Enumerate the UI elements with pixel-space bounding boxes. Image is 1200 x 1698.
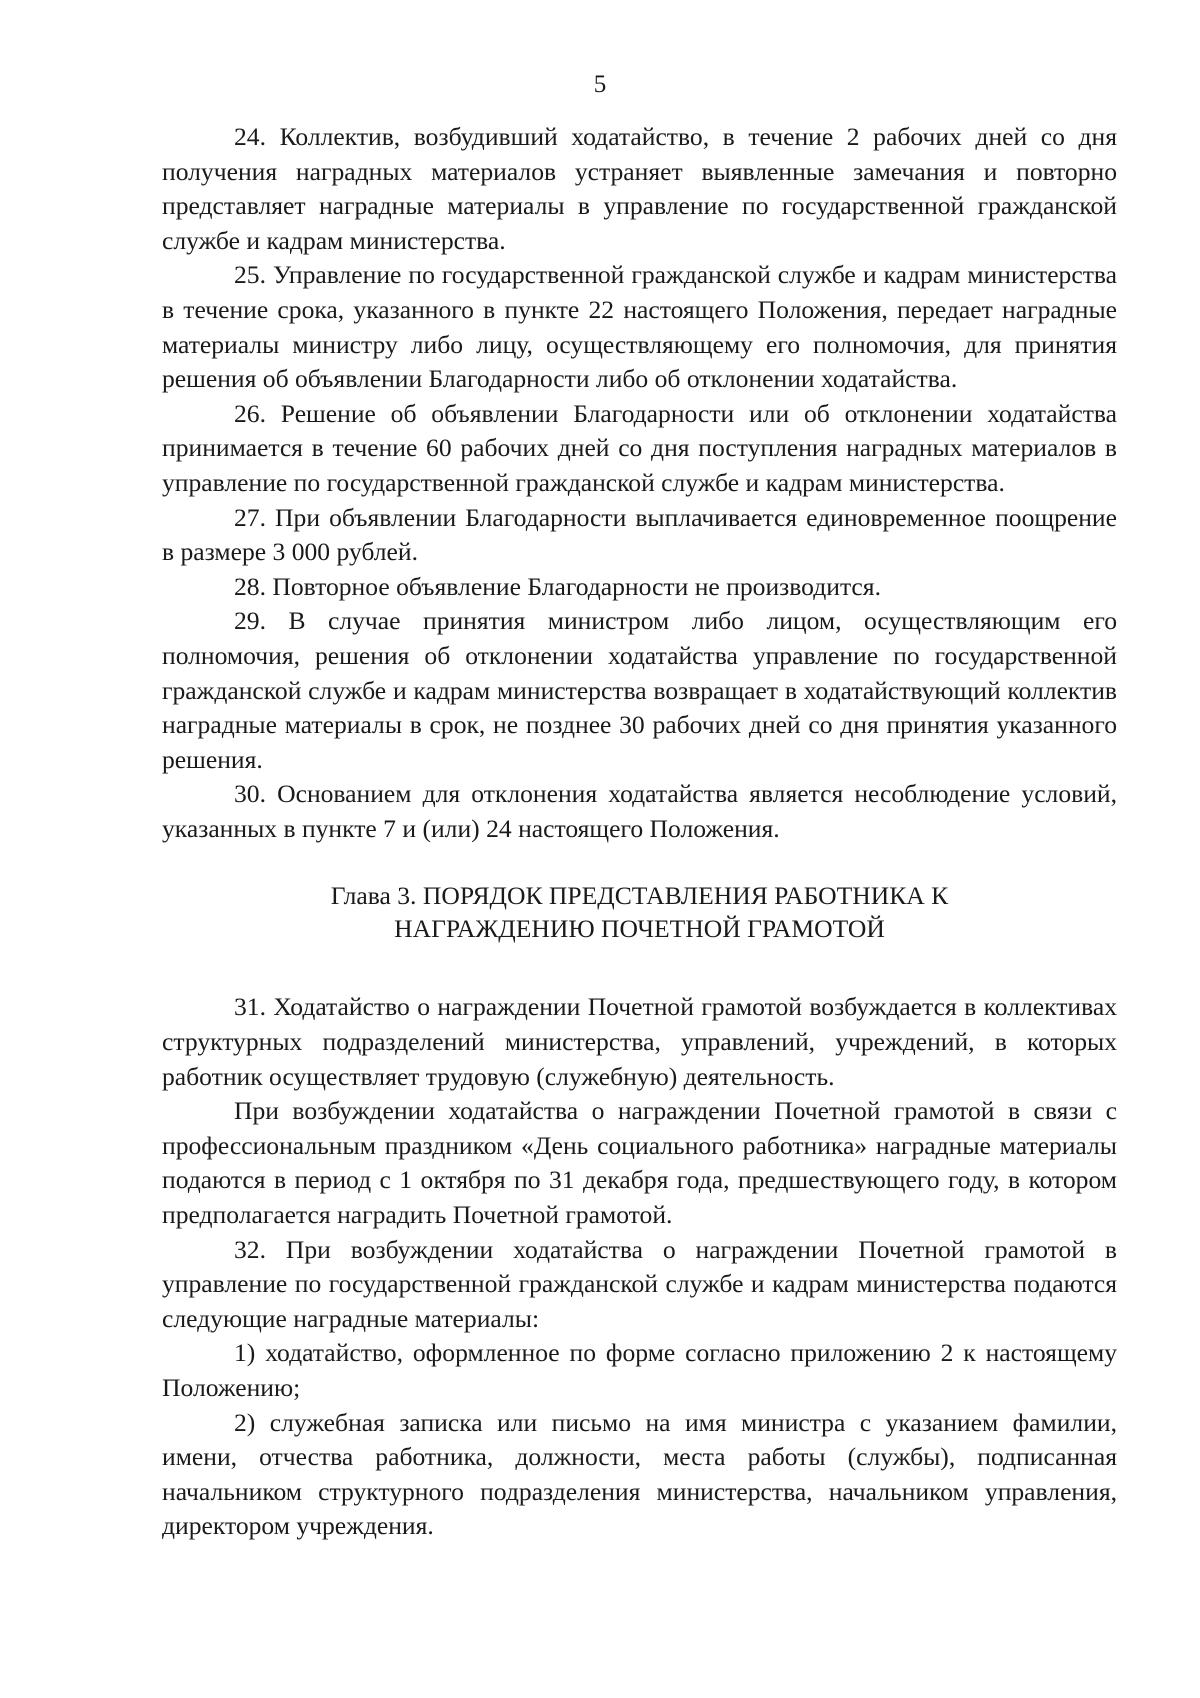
- paragraph-28: 28. Повторное объявление Благодарности не производится.: [234, 571, 881, 601]
- list-item-1: 1) ходатайство, оформленное по форме согласно приложению 2 к настоящему Положению;: [162, 1338, 1117, 1402]
- paragraph-31: 31. Ходатайство о награждении Почетной грамотой возбуждается в коллективах структурных подразделений министерства, управлений, учреждений, в которых работник осуществляет трудовую (служебную) деятельность.: [162, 992, 1117, 1091]
- paragraph-24: 24. Коллектив, возбудивший ходатайство, в течение 2 рабочих дней со дня получения наградных материалов устраняет выявленные замечания и повторно представляет наградные материалы в управление по государственной гражданской службе и кадрам министерства.: [162, 122, 1117, 255]
- chapter-heading: [162, 879, 1117, 945]
- chapter-heading-line-1: Глава 3. ПОРЯДОК ПРЕДСТАВЛЕНИЯ РАБОТНИКА К: [330, 881, 949, 911]
- document-body: [162, 120, 1117, 1544]
- paragraph-29: 29. В случае принятия министром либо лицом, осуществляющим его полномочия, решения об отклонении ходатайства управление по государственной гражданской службе и кадрам министерства возвращает в ходатайствующий коллектив наградные материалы в срок, не позднее 30 рабочих дней со дня принятия указанного решения.: [162, 606, 1117, 774]
- chapter-heading-line-2: НАГРАЖДЕНИЮ ПОЧЕТНОЙ ГРАМОТОЙ: [394, 914, 885, 944]
- paragraph-25: 25. Управление по государственной гражданской службе и кадрам министерства в течение срока, указанного в пункте 22 настоящего Положения, передает наградные материалы министру либо лицу, осуществляющему его полномочия, для принятия решения об объявлении Благодарности либо об отклонении ходатайства.: [162, 260, 1117, 394]
- list-item-2: 2) служебная записка или письмо на имя министра с указанием фамилии, имени, отчества работника, должности, места работы (службы), подписанная начальником структурного подразделения министерства, начальником управления, директором учреждения.: [162, 1407, 1117, 1541]
- paragraph-27: 27. При объявлении Благодарности выплачивается единовременное поощрение в размере 3 000 рублей.: [162, 502, 1117, 567]
- paragraph-32: 32. При возбуждении ходатайства о награждении Почетной грамотой в управление по государственной гражданской службе и кадрам министерства подаются следующие наградные материалы:: [162, 1234, 1117, 1333]
- paragraph-30: 30. Основанием для отклонения ходатайства является несоблюдение условий, указанных в пункте 7 и (или) 24 настоящего Положения.: [162, 779, 1117, 843]
- page-number: 5: [593, 71, 607, 98]
- paragraph-31-continuation: При возбуждении ходатайства о награждении Почетной грамотой в связи с профессиональным праздником «День социального работника» наградные материалы подаются в период с 1 октября по 31 декабря года, предшествующего году, в котором предполагается наградить Почетной грамотой.: [162, 1096, 1117, 1230]
- paragraph-26: 26. Решение об объявлении Благодарности или об отклонении ходатайства принимается в течение 60 рабочих дней со дня поступления наградных материалов в управление по государственной гражданской службе и кадрам министерства.: [162, 398, 1117, 497]
